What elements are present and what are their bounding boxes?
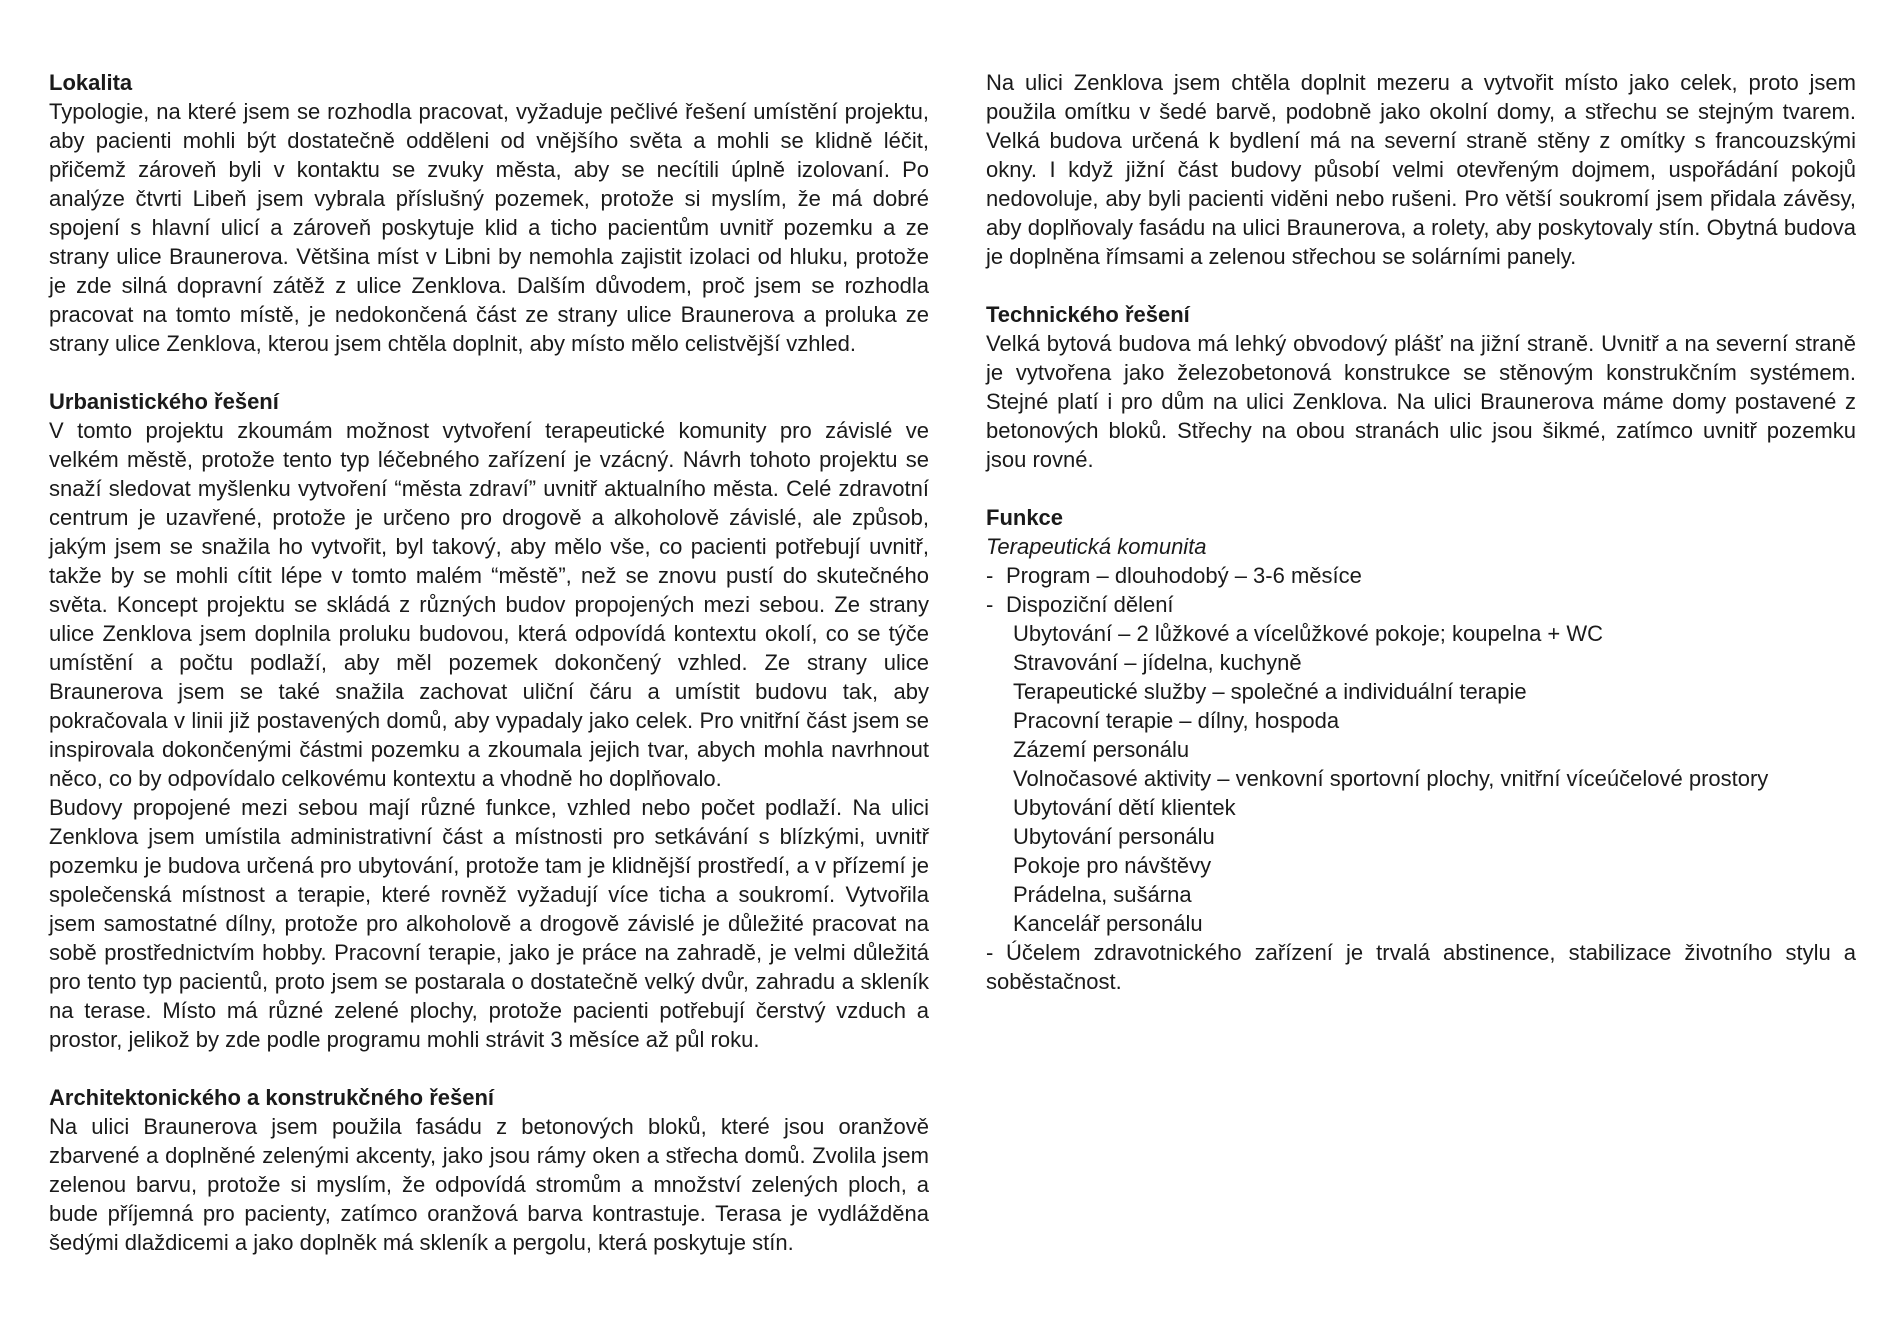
paragraph-architektonicke: Na ulici Braunerova jsem použila fasádu z betonových bloků, které jsou oranžově zbarvené a doplněné zelenými akcenty, jako jsou rámy oken a střecha domů. Zvolila jsem zelenou barvu, protože si myslím, že odpovídá stromům a množství zelených ploch, a bude příjemná pro pacienty, zatímco oranžová barva kontrastuje. Terasa je vydlážděna šedými dlaždicemi a jako doplněk má skleník a pergolu, která poskytuje stín.: [49, 1114, 929, 1255]
dash-bullet: -: [986, 592, 994, 617]
section-lokalita: [49, 68, 929, 358]
section-intro: [986, 68, 1856, 271]
list-item-program: [986, 561, 1856, 590]
heading-funkce: Funkce: [986, 505, 1064, 530]
heading-urbanisticke: Urbanistického řešení: [49, 389, 279, 414]
dash-bullet: -: [986, 563, 994, 588]
list-item: Stravování – jídelna, kuchyně: [1013, 650, 1302, 675]
paragraph-urbanisticke-1: V tomto projektu zkoumám možnost vytvoření terapeutické komunity pro závislé ve velkém městě, protože tento typ léčebného zařízení je vzácný. Návrh tohoto projektu se snaží sledovat myšlenku vytvoření “města zdraví” uvnitř aktualního města. Celé zdravotní centrum je uzavřené, protože je určeno pro drogově a alkoholově závislé, ale způsob, jakým jsem se snažila ho vytvořit, byl takový, aby mělo vše, co pacienti potřebují uvnitř, takže by se mohli cítit lépe v tomto malém “městě”, než se znovu pustí do skutečného světa. Koncept projektu se skládá z různých budov propojených mezi sebou. Ze strany ulice Zenklova jsem doplnila proluku budovou, která odpovídá kontextu okolí, co se týče umístění a počtu podlaží, aby měl pozemek dokončený vzhled. Ze strany ulice Braunerova jsem se také snažila zachovat uliční čáru a umístit budovu tak, aby pokračovala v linii již postavených domů, aby vypadaly jako celek. Pro vnitřní část jsem se inspirovala dokončenými částmi pozemku a zkoumala jejich tvar, abych mohla navrhnout něco, co by odpovídalo celkovému kontextu a vhodně ho doplňovalo.: [49, 418, 929, 791]
dash-bullet: -: [986, 940, 994, 965]
list-item-dispozice: [986, 590, 1856, 619]
heading-architektonicke: Architektonického a konstrukčného řešení: [49, 1085, 495, 1110]
list-item: Kancelář personálu: [1013, 911, 1203, 936]
program-text: Program – dlouhodobý – 3-6 měsíce: [1006, 563, 1362, 588]
subtitle-terapeuticka-komunita: Terapeutická komunita: [986, 534, 1207, 559]
list-item: Ubytování – 2 lůžkové a vícelůžkové pokoje; koupelna + WC: [1013, 621, 1604, 646]
list-item: Pracovní terapie – dílny, hospoda: [1013, 708, 1340, 733]
list-item: Volnočasové aktivity – venkovní sportovní plochy, vnitřní víceúčelové prostory: [1013, 766, 1769, 791]
heading-lokalita: Lokalita: [49, 70, 133, 95]
paragraph-urbanisticke-2: Budovy propojené mezi sebou mají různé funkce, vzhled nebo počet podlaží. Na ulici Zenklova jsem umístila administrativní část a místnosti pro setkávání s blízkými, uvnitř pozemku je budova určená pro ubytování, protože tam je klidnější prostředí, a v přízemí je společenská místnost a terapie, které rovněž vyžadují více ticha a soukromí. Vytvořila jsem samostatné dílny, protože pro alkoholově a drogově závislé je důležité pracovat na sobě prostřednictvím hobby. Pracovní terapie, jako je práce na zahradě, je velmi důležitá pro tento typ pacientů, proto jsem se postarala o dostatečně velký dvůr, zahradu a skleník na terase. Místo má různé zelené plochy, protože pacienti potřebují čerstvý vzduch a prostor, jelikož by zde podle programu mohli strávit 3 měsíce až půl roku.: [49, 795, 929, 1052]
dispozice-text: Dispoziční dělení: [1006, 592, 1174, 617]
section-urbanisticke: [49, 387, 929, 1054]
paragraph-lokalita: Typologie, na které jsem se rozhodla pracovat, vyžaduje pečlivé řešení umístění projektu, aby pacienti mohli být dostatečně odděleni od vnějšího světa a mohli se klidně léčit, přičemž zároveň byli v kontaktu se zvuky města, aby se necítili úplně izolovaní. Po analýze čtvrti Libeň jsem vybrala příslušný pozemek, protože si myslím, že má dobré spojení s hlavní ulicí a zároveň poskytuje klid a ticho pacientům uvnitř pozemku a ze strany ulice Braunerova. Většina míst v Libni by nemohla zajistit izolaci od hluku, protože je zde silná dopravní zátěž z ulice Zenklova. Dalším důvodem, proč jsem se rozhodla pracovat na tomto místě, je nedokončená část ze strany ulice Braunerova a proluka ze strany ulice Zenklova, kterou jsem chtěla doplnit, aby místo mělo celistvější vzhled.: [49, 99, 929, 356]
list-item: Pokoje pro návštěvy: [1013, 853, 1212, 878]
list-item: Ubytování personálu: [1013, 824, 1215, 849]
section-funkce: [986, 503, 1856, 996]
list-item-ucel: [986, 938, 1856, 996]
list-item: Zázemí personálu: [1013, 737, 1190, 762]
paragraph-zenklova: Na ulici Zenklova jsem chtěla doplnit mezeru a vytvořit místo jako celek, proto jsem použila omítku v šedé barvě, podobně jako okolní domy, a střechu se stejným tvarem. Velká budova určená k bydlení má na severní straně stěny z omítky s francouzskými okny. I když jižní část budovy působí velmi otevřeným dojmem, uspořádání pokojů nedovoluje, aby byli pacienti viděni nebo rušeni. Pro větší soukromí jsem přidala závěsy, aby doplňovaly fasádu na ulici Braunerova, a rolety, aby poskytovaly stín. Obytná budova je doplněna římsami a zelenou střechou se solárními panely.: [986, 70, 1856, 269]
list-item: Terapeutické služby – společné a individuální terapie: [1013, 679, 1527, 704]
heading-technicke: Technického řešení: [986, 302, 1190, 327]
ucel-text: Účelem zdravotnického zařízení je trvalá abstinence, stabilizace životního stylu a soběstačnost.: [986, 940, 1856, 994]
left-column: [49, 68, 929, 1286]
list-item: Ubytování dětí klientek: [1013, 795, 1236, 820]
list-item: Prádelna, sušárna: [1013, 882, 1192, 907]
paragraph-technicke: Velká bytová budova má lehký obvodový plášť na jižní straně. Uvnitř a na severní straně je vytvořena jako železobetonová konstrukce se stěnovým konstrukčním systémem. Stejné platí i pro dům na ulici Zenklova. Na ulici Braunerova máme domy postavené z betonových bloků. Střechy na obou stranách ulic jsou šikmé, zatímco uvnitř pozemku jsou rovné.: [986, 331, 1856, 472]
funkce-list: [986, 561, 1856, 996]
section-technicke: [986, 300, 1856, 474]
section-architektonicke: [49, 1083, 929, 1257]
right-column: [986, 68, 1856, 1025]
